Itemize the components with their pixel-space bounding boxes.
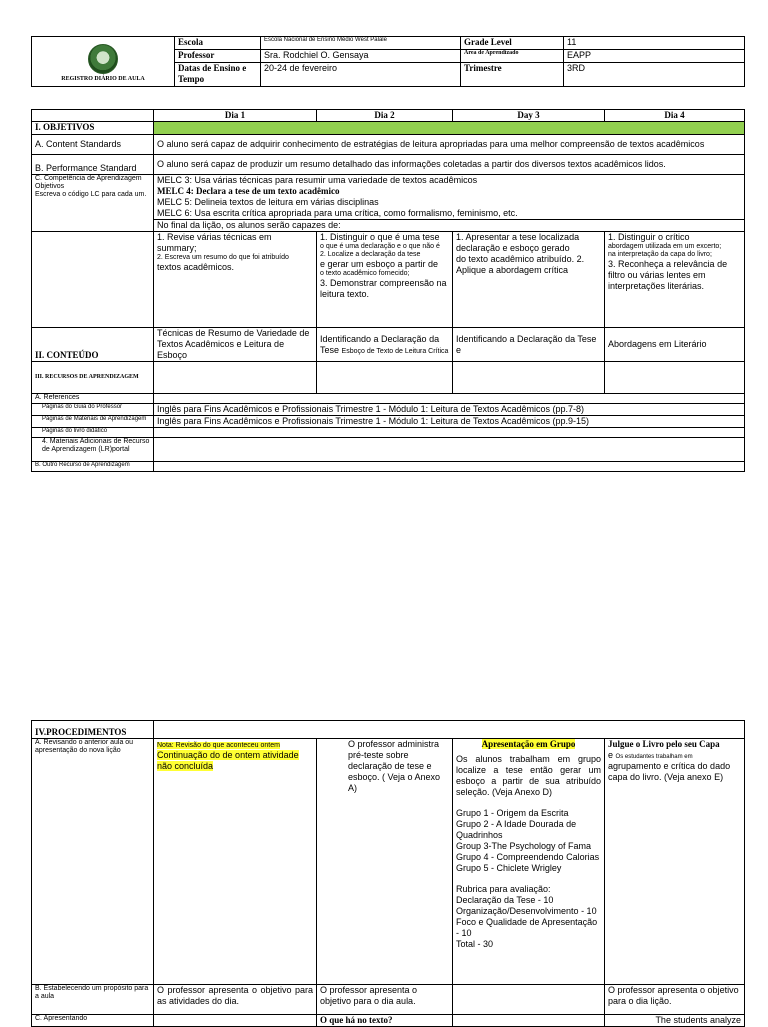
competency-note: Escreva o código LC para cada um. [35, 191, 147, 198]
melc-4: MELC 4: Declara a tese de um texto acadêmico [157, 186, 340, 196]
procedure-a-day-4 [605, 739, 745, 985]
procedure-c-label: C. Apresentando [32, 1015, 154, 1027]
group-item: Grupo 1 - Origem da Escrita [456, 808, 569, 818]
area-value: EAPP [564, 50, 745, 63]
group-item: Grupo 2 - A Idade Dourada de Quadrinhos [456, 819, 577, 840]
other-resources-label: B. Outro Recurso de Aprendizagem [32, 462, 154, 472]
term-value: 3RD [564, 63, 745, 87]
procedure-b-day-1: O professor apresenta o objetivo para as atividades do dia. [154, 985, 317, 1015]
procedure-a-day-1-note: Nota: Revisão do que aconteceu ontem [157, 742, 280, 749]
procedure-b-label: B. Estabelecendo um propósito para a aula [32, 985, 154, 1015]
procedure-b-day-2: O professor apresenta o objetivo para o dia aula. [317, 985, 453, 1015]
procedure-a-label: A. Revisando o anterior aula ou apresentação do nova lição [32, 739, 154, 985]
procedure-a-day-3 [453, 739, 605, 985]
school-label: Escola [175, 37, 261, 50]
procedure-a-day-2 [317, 739, 453, 985]
teacher-label: Professor [175, 50, 261, 63]
group-item: Grupo 5 - Chiclete Wrigley [456, 863, 562, 873]
day-2-obj-3: 2. Localize a declaração da tese [320, 251, 421, 258]
group-presentation-text: Os alunos trabalham em grupo localize a tese então gerar um esboço a partir de sua atribuído seleção. (Veja Anexo D) [456, 754, 601, 797]
objectives-section: I. OBJETIVOS [32, 122, 154, 135]
school-seal-icon [88, 44, 118, 74]
textbook-label: Páginas do livro didático [32, 428, 154, 438]
materials-label: Páginas de Materiais de Aprendizagem [32, 416, 154, 428]
melc-3: MELC 3: Usa várias técnicas para resumir uma variedade de textos acadêmicos [157, 175, 478, 185]
lesson-table [31, 109, 745, 472]
day-2-objectives [317, 232, 453, 328]
resources-section: III. RECURSOS DE APRENDIZAGEM [32, 362, 154, 394]
day-3-header: Day 3 [453, 110, 605, 122]
content-day-2-title: Identificando a Declaração da Tese [320, 333, 440, 355]
grade-value: 11 [564, 37, 745, 50]
school-value: Escola Nacional de Ensino Médio West Palale [261, 37, 461, 50]
procedure-c-day-2: O que há no texto? [317, 1015, 453, 1027]
logo-caption: REGISTRO DIÁRIO DE AULA [61, 75, 145, 82]
rubric-list [456, 884, 601, 950]
procedures-section: IV.PROCEDIMENTOS [32, 721, 154, 739]
content-day-2-sub: Esboço de Texto de Leitura Crítica [341, 347, 449, 355]
day-1-obj-1: 1. Revise várias técnicas em summary; [157, 232, 272, 253]
competency-label: C. Competência de Aprendizagem Objetivos [35, 175, 142, 190]
additional-materials-label: 4. Materiais Adicionais de Recurso de Aprendizagem (LR)portal [32, 438, 154, 462]
content-day-4: Abordagens em Literário [605, 328, 745, 362]
day-1-obj-2: 2. Escreva um resumo do que foi atribuído [157, 254, 289, 261]
day-3-obj-3: do texto acadêmico atribuído. 2. Aplique a abordagem crítica [456, 254, 585, 275]
competency-cell [32, 175, 154, 232]
judge-book-small: Os estudantes trabalham em [615, 754, 693, 760]
day-2-header: Dia 2 [317, 110, 453, 122]
content-standards-value: O aluno será capaz de adquirir conhecimento de estratégias de leitura apropriadas para uma melhor compreensão de textos acadêmicos [154, 135, 745, 155]
day-2-obj-4: e gerar um esboço a partir de [320, 259, 439, 269]
grade-label: Grade Level [461, 37, 564, 50]
day-2-obj-1: 1. Distinguir o que é uma tese [320, 232, 440, 242]
day-3-obj-2: declaração e esboço gerado [456, 243, 570, 253]
day-1-header: Dia 1 [154, 110, 317, 122]
day-4-obj-4: 3. Reconheça a relevância de filtro ou várias lentes em interpretações literárias. [608, 259, 728, 291]
rubric-item: Declaração da Tese - 10 [456, 895, 554, 905]
group-item: Grupo 4 - Compreendendo Calorias [456, 852, 600, 862]
dates-value: 20-24 de fevereiro [261, 63, 461, 87]
performance-standard-value: O aluno será capaz de produzir um resumo detalhado das informações coletadas a partir dos diversos textos acadêmicos lidos. [154, 155, 745, 175]
procedures-table [31, 720, 745, 1027]
rubric-item: Foco e Qualidade de Apresentação - 10 [456, 917, 598, 938]
performance-standard-label: B. Performance Standard [32, 155, 154, 175]
day-2-obj-2: o que é uma declaração e o que não é [320, 243, 440, 250]
procedure-b-day-4: O professor apresenta o objetivo para o dia lição. [605, 985, 745, 1015]
judge-book-e: e [608, 750, 614, 760]
content-day-1: Técnicas de Resumo de Variedade de Textos Acadêmicos e Leitura de Esboço [154, 328, 317, 362]
teacher-value: Sra. Rodchiel O. Gensaya [261, 50, 461, 63]
references-label: A. References [32, 394, 154, 404]
procedure-a-day-1-text: Continuação do de ontem atividade não concluída [157, 750, 299, 771]
guide-value: Inglês para Fins Acadêmicos e Profissionais Trimestre 1 - Módulo 1: Leitura de Textos Acadêmicos (pp.7-8) [154, 404, 745, 416]
end-of-lesson: No final da lição, os alunos serão capazes de: [154, 220, 745, 232]
group-item: Group 3-The Psychology of Fama [456, 841, 592, 851]
dates-label: Datas de Ensino e Tempo [175, 63, 261, 87]
area-label: Área de Aprendizado [461, 50, 564, 63]
content-section: II. CONTEÚDO [32, 328, 154, 362]
day-1-obj-3: textos acadêmicos. [157, 262, 235, 272]
objectives-spacer [32, 232, 154, 328]
day-4-obj-1: 1. Distinguir o crítico [608, 232, 690, 242]
logo-cell [32, 37, 175, 87]
rubric-item: Rubrica para avaliação: [456, 884, 551, 894]
day-4-obj-2: abordagem utilizada em um excerto; [608, 243, 722, 250]
day-3-obj-1: 1. Apresentar a tese localizada [456, 232, 580, 242]
procedure-a-day-1 [154, 739, 317, 985]
content-day-3: Identificando a Declaração da Tese e [453, 328, 605, 362]
rubric-item: Total - 30 [456, 939, 494, 949]
melc-6: MELC 6: Usa escrita crítica apropriada para uma crítica, como formalismo, feminismo, etc. [157, 208, 518, 218]
day-4-obj-3: na interpretação da capa do livro; [608, 251, 712, 258]
materials-value: Inglês para Fins Acadêmicos e Profissionais Trimestre 1 - Módulo 1: Leitura de Textos Acadêmicos (pp.9-15) [154, 416, 745, 428]
procedure-c-day-4: The students analyze [605, 1015, 745, 1027]
day-4-header: Dia 4 [605, 110, 745, 122]
day-1-objectives [154, 232, 317, 328]
group-list [456, 808, 601, 874]
melc-5: MELC 5: Delineia textos de leitura em várias disciplinas [157, 197, 379, 207]
header-table [31, 36, 745, 87]
day-2-obj-5: o texto acadêmico fornecido; [320, 270, 410, 277]
guide-label: Páginas do Guia do Professor [32, 404, 154, 416]
corner-cell [32, 110, 154, 122]
content-standards-label: A. Content Standards [32, 135, 154, 155]
judge-book-title: Julgue o Livro pelo seu Capa [608, 739, 720, 749]
rubric-item: Organização/Desenvolvimento - 10 [456, 906, 597, 916]
melc-list [154, 175, 745, 220]
content-day-2 [317, 328, 453, 362]
judge-book-text: agrupamento e crítica do dado capa do livro. (Veja anexo E) [608, 761, 731, 782]
group-presentation-title: Apresentação em Grupo [481, 739, 576, 749]
objectives-band [154, 122, 745, 135]
procedure-a-day-2-text: O professor administra pré-teste sobre declaração de tese e esboço. ( Veja o Anexo A) [348, 739, 441, 793]
day-2-obj-6: 3. Demonstrar compreensão na leitura texto. [320, 278, 447, 299]
term-label: Trimestre [461, 63, 564, 87]
day-4-objectives [605, 232, 745, 328]
day-3-objectives [453, 232, 605, 328]
